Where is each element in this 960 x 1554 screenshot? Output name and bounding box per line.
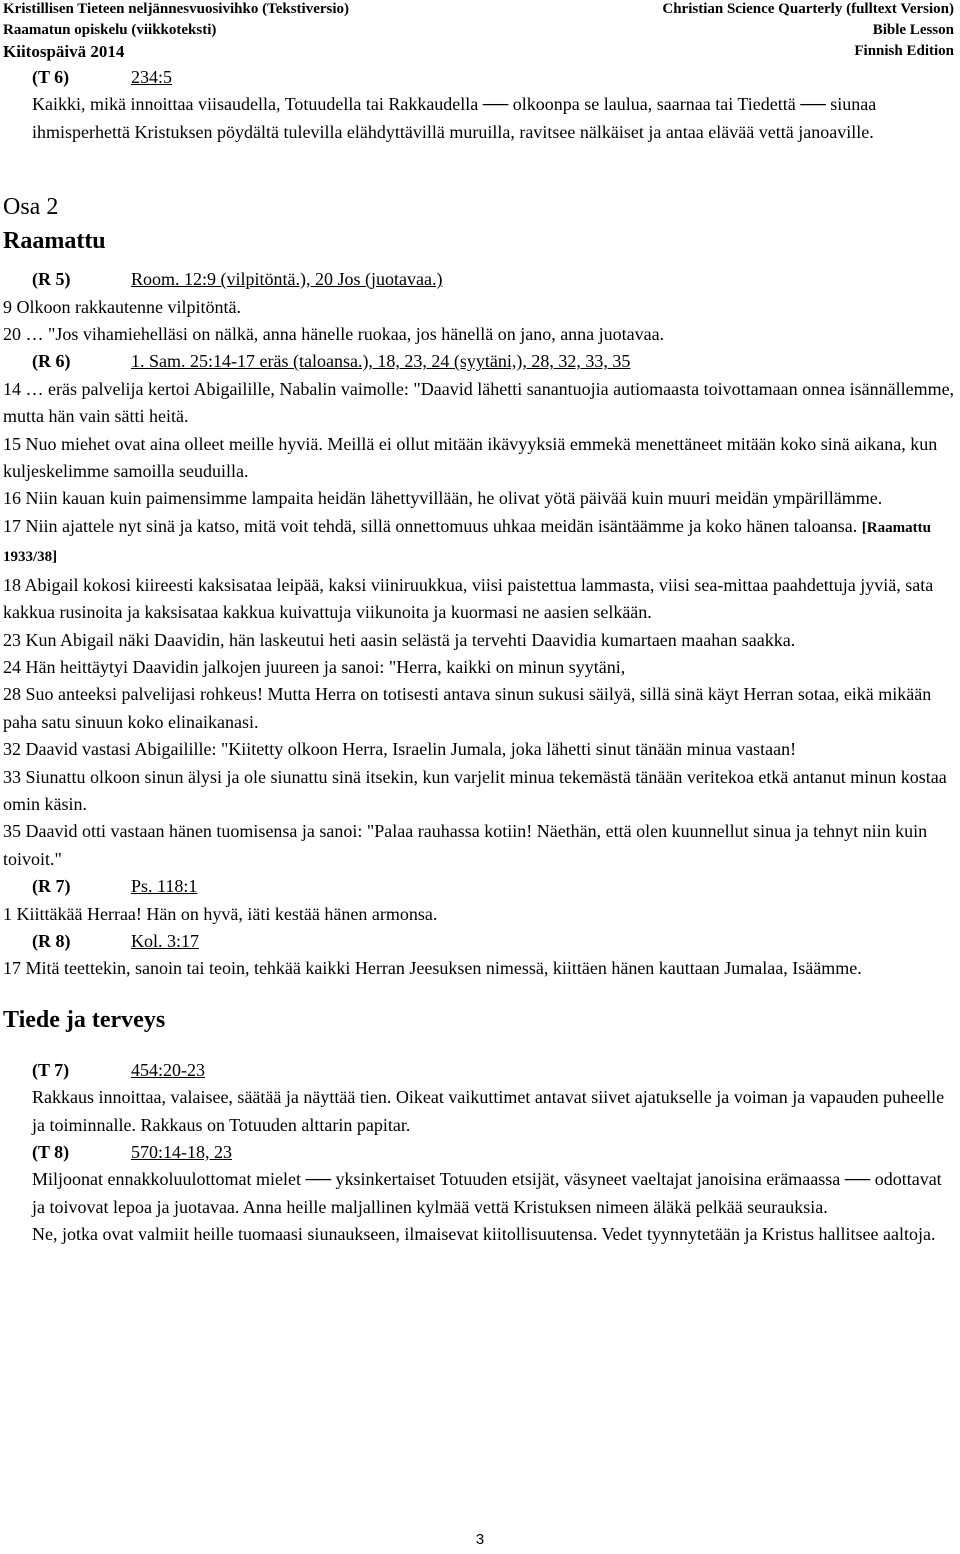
citation-label: (T 6) [32, 67, 70, 87]
section-subtitle: Raamattu [3, 228, 106, 255]
verse-r7-1: 1 Kiittäkää Herraa! Hän on hyvä, iäti kestää hänen armonsa. [3, 903, 438, 924]
citation-r8 [3, 928, 957, 955]
verse-r6-35: 35 Daavid otti vastaan hänen tuomisensa ja sanoi: "Palaa rauhassa kotiin! Näethän, että olen kuunnellut sinua ja tehnyt niin kuin toivoit." [3, 821, 928, 869]
passage-t8-part1: Miljoonat ennakkoluulottomat mielet ── yksinkertaiset Totuuden etsijät, väsyneet vaeltajat janoisina erämaassa ── odottavat ja toivovat lepoa ja juotavaa. Anna heille maljallinen kylmää vettä Kristuksen nimeen äläkä pelkää seurauksia. [32, 1169, 942, 1217]
bible-version-tag: [Raamattu 1933/38] [3, 519, 931, 566]
header-right [662, 0, 954, 62]
citation-r6 [3, 348, 957, 375]
passage-t7: Rakkaus innoittaa, valaisee, säätää ja näyttää tien. Oikeat vaikuttimet antavat siivet ajatukselle ja voiman ja vapauden puheelle ja toiminnalle. Rakkaus on Totuuden alttarin papitar. [32, 1087, 945, 1135]
citation-reference: 1. Sam. 25:14-17 eräs (taloansa.), 18, 23, 24 (syytäni,), 28, 32, 33, 35 [131, 351, 631, 372]
citation-t8 [3, 1139, 957, 1166]
citation-reference: 234:5 [131, 67, 173, 87]
verse-r8-17: 17 Mitä teettekin, sanoin tai teoin, tehkää kaikki Herran Jeesuksen nimessä, kiittäen hänen kauttaan Jumalaa, Isäämme. [3, 958, 862, 979]
passage-t6: Kaikki, mikä innoittaa viisaudella, Totuudella tai Rakkaudella ── olkoonpa se laulua, saarnaa tai Tiedettä ── siunaa ihmisperhettä Kristuksen pöydältä tulevilla elähdyttävillä muruilla, ravitsee nälkäiset ja antaa elävää vettä janoaville. [32, 94, 877, 142]
citation-reference: Room. 12:9 (vilpitöntä.), 20 Jos (juotavaa.) [131, 269, 443, 290]
citation-reference: Kol. 3:17 [131, 930, 200, 951]
citation-t7 [3, 1057, 957, 1084]
passage-t8-part2: Ne, jotka ovat valmiit heille tuomaasi siunaukseen, ilmaisevat kiitollisuutensa. Vedet tyynnytetään ja Kristus hallitsee aaltoja. [32, 1224, 936, 1245]
verse-r6-15: 15 Nuo miehet ovat aina olleet meille hyviä. Meillä ei ollut mitään ikävyyksiä emmekä menettäneet mitään koko sinä aikana, kun kuljeskelimme samoilla seuduilla. [3, 433, 938, 482]
verse-r6-24: 24 Hän heittäytyi Daavidin jalkojen juureen ja sanoi: "Herra, kaikki on minun syytäni, [3, 656, 626, 677]
header-edition: Finnish Edition [854, 43, 954, 59]
header-left [3, 0, 349, 62]
verse-r6-16: 16 Niin kauan kuin paimensimme lampaita heidän lähettyvillään, he olivat yötä päivää kuin muuri meidän ympärillämme. [3, 488, 883, 509]
verse-r5-20: 20 … "Jos vihamiehelläsi on nälkä, anna hänelle ruokaa, jos hänellä on jano, anna juotavaa. [3, 324, 665, 345]
citation-t6 [3, 64, 957, 91]
citation-r7 [3, 873, 957, 900]
section-title-science-health: Tiede ja terveys [3, 1006, 166, 1033]
verse-r6-32: 32 Daavid vastasi Abigailille: "Kiitetty olkoon Herra, Israelin Jumala, joka lähetti sinut tänään minua vastaan! [3, 739, 797, 760]
citation-label: (T 7) [32, 1059, 70, 1080]
citation-reference: Ps. 118:1 [131, 876, 198, 897]
header-lesson-type: Raamatun opiskelu (viikkoteksti) [3, 22, 217, 38]
verse-r6-17 [3, 513, 957, 572]
header-lesson-title: Kiitospäivä 2014 [3, 42, 125, 61]
citation-r5 [3, 266, 957, 293]
verse-r6-28: 28 Suo anteeksi palvelijasi rohkeus! Mutta Herra on totisesti antava sinun sukusi säilyä, sillä sinä käyt Herran sotaa, eikä mikään paha satu sinuun koko elinaikanasi. [3, 684, 932, 732]
verse-r6-33: 33 Siunattu olkoon sinun älysi ja ole siunattu sinä itsekin, kun varjelit minua tekemästä tänään veritekoa etkä antanut minun kostaa omin käsin. [3, 766, 947, 814]
verse-r6-14: 14 … eräs palvelija kertoi Abigailille, Nabalin vaimolle: "Daavid lähetti sanantuojia autiomaasta toivottamaan onnea isännällemme, mutta hän vain sätti heitä. [3, 378, 955, 427]
page-header [0, 0, 960, 60]
citation-label: (R 5) [32, 269, 71, 290]
header-publication-title-en: Christian Science Quarterly (fulltext Version) [662, 1, 954, 17]
citation-label: (T 8) [32, 1142, 70, 1162]
citation-reference: 570:14-18, 23 [131, 1142, 232, 1162]
verse-r6-18: 18 Abigail kokosi kiireesti kaksisataa leipää, kaksi viiniruukkua, viisi paistettua lammasta, viisi sea-mittaa paahdettuja jyviä, sata kakkua rusinoita ja kaksisataa kakkua kuivattuja viikunoita ja kuormasi ne aasien selkään. [3, 574, 934, 623]
verse-r5-9: 9 Olkoon rakkautenne vilpitöntä. [3, 296, 241, 317]
page-number: 3 [475, 1531, 485, 1548]
citation-label: (R 8) [32, 930, 71, 951]
header-lesson-type-en: Bible Lesson [872, 22, 954, 38]
citation-label: (R 6) [32, 351, 71, 372]
section-title: Osa 2 [3, 194, 59, 221]
citation-reference: 454:20-23 [131, 1059, 205, 1080]
verse-r6-17-text: 17 Niin ajattele nyt sinä ja katso, mitä voit tehdä, sillä onnettomuus uhkaa meidän isäntäämme ja koko hänen taloansa. [3, 515, 858, 536]
lesson-content [3, 64, 957, 1249]
header-publication-title: Kristillisen Tieteen neljännesvuosivihko (Tekstiversio) [3, 1, 350, 17]
verse-r6-23: 23 Kun Abigail näki Daavidin, hän laskeutui heti aasin selästä ja tervehti Daavidia kumartaen maahan saakka. [3, 629, 796, 650]
citation-label: (R 7) [32, 876, 71, 897]
